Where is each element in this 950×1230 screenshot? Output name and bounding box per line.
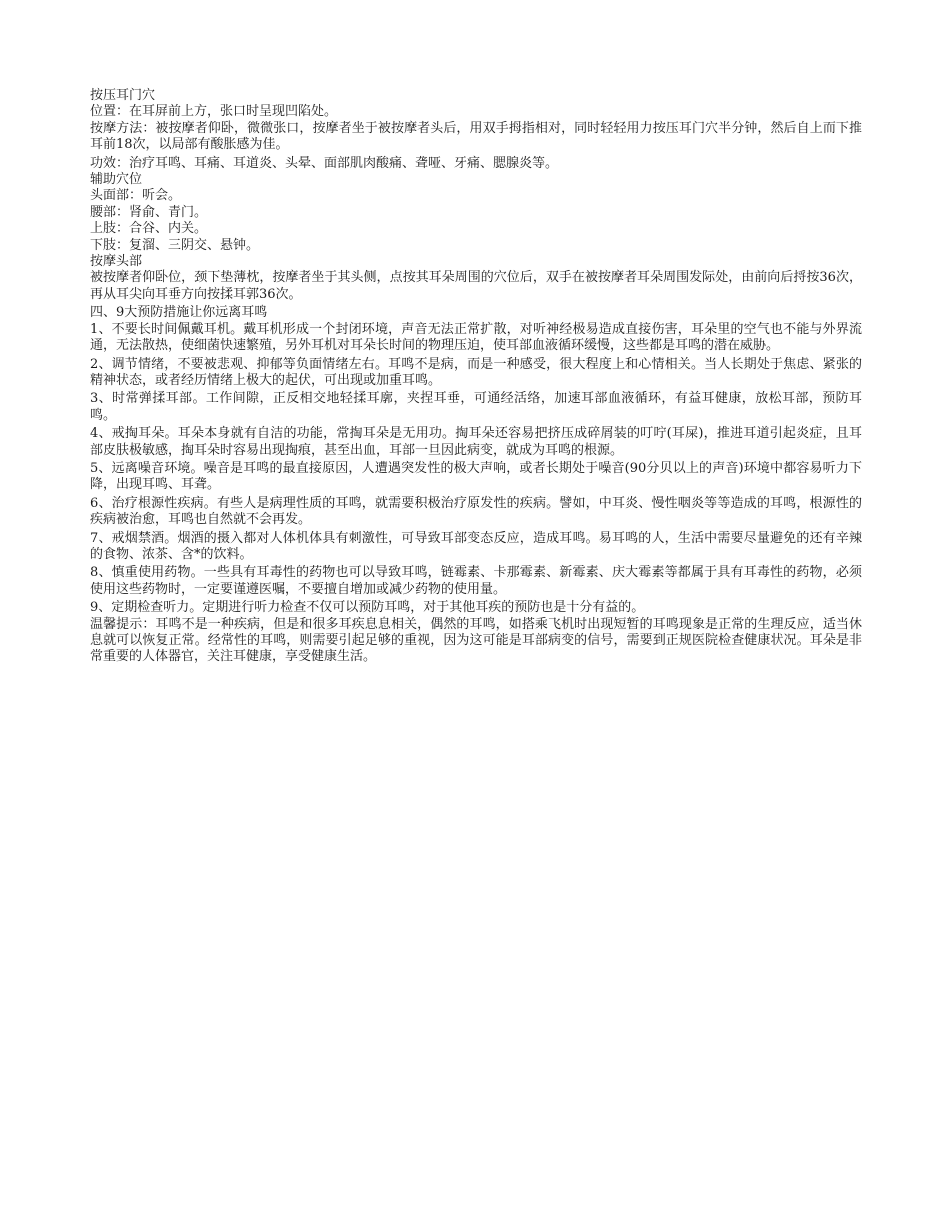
upper-limb-points: 上肢：合谷、内关。 xyxy=(90,221,208,237)
head-massage-paragraph: 被按摩者仰卧位，颈下垫薄枕，按摩者坐于其头侧，点按其耳朵周围的穴位后，双手在被按摩者耳朵周围发际处，由前向后捋按36次，再从耳尖向耳垂方向按揉耳郭36次。 xyxy=(90,270,862,302)
section-title-auxiliary-points: 辅助穴位 xyxy=(90,172,143,188)
prevention-item-7: 7、戒烟禁酒。烟酒的摄入都对人体机体具有刺激性，可导致耳部变态反应，造成耳鸣。易耳鸣的人，生活中需要尽量避免的还有辛辣的食物、浓茶、含*的饮料。 xyxy=(90,530,862,562)
document-body xyxy=(90,88,862,668)
prevention-item-4: 4、戒掏耳朵。耳朵本身就有自洁的功能，常掏耳朵是无用功。掏耳朵还容易把挤压成碎屑装的叮咛(耳屎)，推进耳道引起炎症，且耳部皮肤极敏感，掏耳朵时容易出现掏痕，甚至出血，耳部一旦因此病变，就成为耳鸣的根源。 xyxy=(90,426,862,458)
efficacy-paragraph: 功效：治疗耳鸣、耳痛、耳道炎、头晕、面部肌肉酸痛、聋哑、牙痛、腮腺炎等。 xyxy=(90,155,559,171)
position-paragraph: 位置：在耳屏前上方，张口时呈现凹陷处。 xyxy=(90,104,338,120)
section-title-ermen-point: 按压耳门穴 xyxy=(90,88,156,103)
prevention-item-5: 5、远离噪音环境。噪音是耳鸣的最直接原因，人遭遇突发性的极大声响，或者长期处于噪音(90分贝以上的声音)环境中都容易听力下降，出现耳鸣、耳聋。 xyxy=(90,460,862,493)
section-title-prevention: 四、9大预防措施让你远离耳鸣 xyxy=(90,305,268,321)
waist-points: 腰部：肾俞、青门。 xyxy=(90,204,208,220)
lower-limb-points: 下肢：复溜、三阴交、悬钟。 xyxy=(90,237,260,253)
massage-method-paragraph: 按摩方法：被按摩者仰卧，微微张口，按摩者坐于被按摩者头后，用双手拇指相对，同时轻轻用力按压耳门穴半分钟，然后自上而下推耳前18次，以局部有酸胀感为佳。 xyxy=(90,120,862,153)
prevention-item-6: 6、治疗根源性疾病。有些人是病理性质的耳鸣，就需要积极治疗原发性的疾病。譬如，中耳炎、慢性咽炎等等造成的耳鸣，根源性的疾病被治愈，耳鸣也自然就不会再发。 xyxy=(90,495,862,528)
section-title-head-massage: 按摩头部 xyxy=(90,254,143,270)
prevention-item-1: 1、不要长时间佩戴耳机。戴耳机形成一个封闭环境，声音无法正常扩散，对听神经极易造成直接伤害，耳朵里的空气也不能与外界流通，无法散热，使细菌快速繁殖，另外耳机对耳朵长时间的物理压迫，使耳部血液循环缓慢，这些都是耳鸣的潜在威胁。 xyxy=(90,321,862,354)
head-face-points: 头面部：听会。 xyxy=(90,188,182,204)
warm-tip-paragraph: 温馨提示：耳鸣不是一种疾病，但是和很多耳疾息息相关，偶然的耳鸣，如搭乘飞机时出现短暂的耳鸣现象是正常的生理反应，适当休息就可以恢复正常。经常性的耳鸣，则需要引起足够的重视，因为这可能是耳部病变的信号，需要到正规医院检查健康状况。耳朵是非常重要的人体器官，关注耳健康，享受健康生活。 xyxy=(90,616,862,665)
prevention-item-3: 3、时常弹揉耳部。工作间隙，正反相交地轻揉耳廓，夹捏耳垂，可通经活络，加速耳部血液循环，有益耳健康，放松耳部，预防耳鸣。 xyxy=(90,391,862,423)
prevention-item-2: 2、调节情绪，不要被悲观、抑郁等负面情绪左右。耳鸣不是病，而是一种感受，很大程度上和心情相关。当人长期处于焦虑、紧张的精神状态，或者经历情绪上极大的起伏，可出现或加重耳鸣。 xyxy=(90,356,862,388)
prevention-item-9: 9、定期检查听力。定期进行听力检查不仅可以预防耳鸣，对于其他耳疾的预防也是十分有益的。 xyxy=(90,600,645,616)
prevention-item-8: 8、慎重使用药物。一些具有耳毒性的药物也可以导致耳鸣，链霉素、卡那霉素、新霉素、庆大霉素等都属于具有耳毒性的药物，必须使用这些药物时，一定要谨遵医嘱，不要擅自增加或减少药物的使用量。 xyxy=(90,565,862,597)
